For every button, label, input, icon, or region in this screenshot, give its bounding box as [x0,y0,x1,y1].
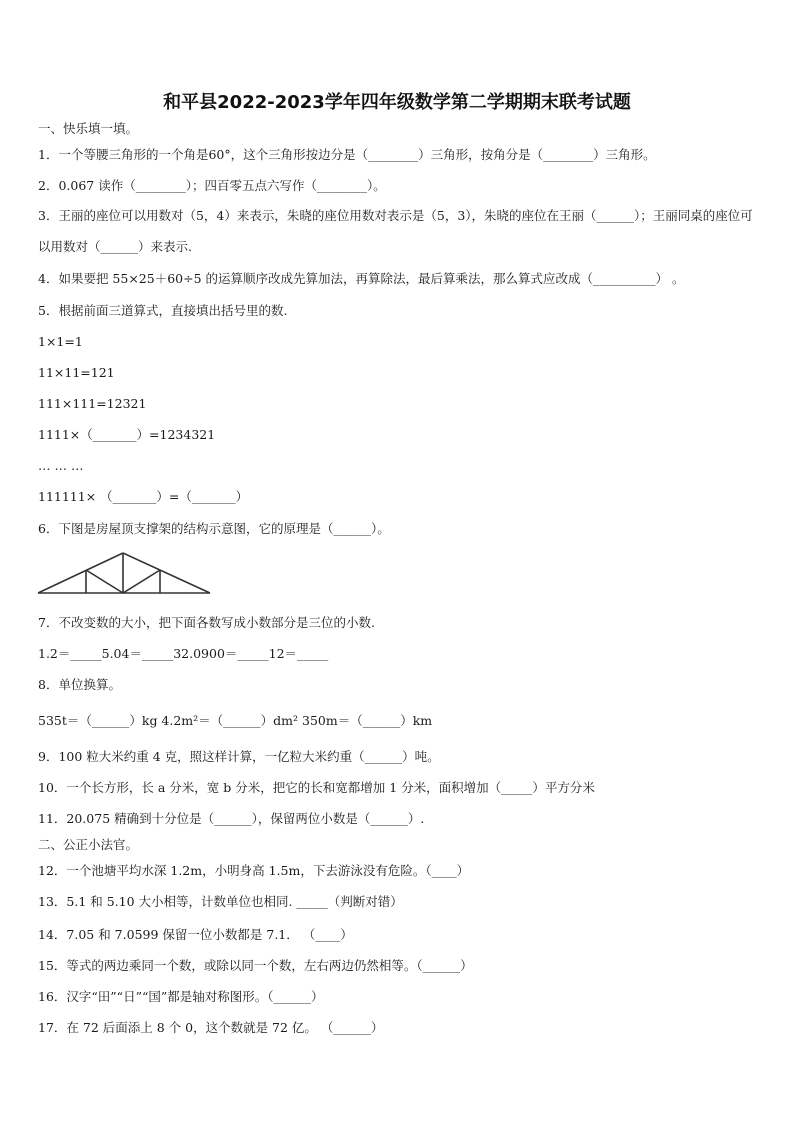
equation-line: 111111× （_______）=（_______） [38,489,249,504]
question-7: 7．不改变数的大小，把下面各数写成小数部分是三位的小数. [38,615,375,630]
equation-line: 1111×（_______）=1234321 [38,427,216,442]
question-4: 4．如果要把 55×25＋60÷5 的运算顺序改成先算加法，再算除法，最后算乘法，那么算式应改成（__________） 。 [38,271,685,286]
question-12: 12．一个池塘平均水深 1.2m，小明身高 1.5m，下去游泳没有危险。（____） [38,863,470,878]
question-15: 15．等式的两边乘同一个数，或除以同一个数，左右两边仍然相等。（______） [38,958,473,973]
ellipsis-line: … … … [38,458,84,473]
question-7-items: 1.2＝_____5.04＝_____32.0900＝_____12＝_____ [38,646,329,661]
question-10: 10．一个长方形，长 a 分米，宽 b 分米，把它的长和宽都增加 1 分米，面积增加（_____）平方分米 [38,780,595,795]
question-14: 14．7.05 和 7.0599 保留一位小数都是 7.1． （____） [38,927,353,942]
section-2-heading: 二、公正小法官。 [38,837,139,852]
question-1: 1．一个等腰三角形的一个角是60°，这个三角形按边分是（________）三角形，按角分是（________）三角形。 [38,147,656,162]
equation-line: 11×11=121 [38,365,115,380]
question-17: 17．在 72 后面添上 8 个 0，这个数就是 72 亿。 （______） [38,1020,384,1035]
section-1-heading: 一、快乐填一填。 [38,121,139,136]
question-5: 5．根据前面三道算式，直接填出括号里的数. [38,303,288,318]
equation-line: 1×1=1 [38,334,83,349]
question-2: 2．0.067 读作（________）；四百零五点六写作（________）。 [38,178,386,193]
question-9: 9．100 粒大米约重 4 克，照这样计算，一亿粒大米约重（______）吨。 [38,749,440,764]
question-13: 13．5.1 和 5.10 大小相等，计数单位也相同. _____（判断对错） [38,894,403,909]
question-16: 16．汉字“田”“日”“国”都是轴对称图形。（______） [38,989,324,1004]
question-8: 8．单位换算。 [38,677,121,692]
question-8-items: 535t＝（______）kg 4.2m²＝（______）dm² 350m＝（______）km [38,713,433,728]
question-6: 6．下图是房屋顶支撑架的结构示意图，它的原理是（______）。 [38,521,390,536]
question-11: 11．20.075 精确到十分位是（______），保留两位小数是（______）. [38,811,425,826]
page-title: 和平县2022-2023学年四年级数学第二学期期末联考试题 [163,92,631,113]
equation-line: 111×111=12321 [38,396,147,411]
question-3: 3．王丽的座位可以用数对（5，4）来表示，朱晓的座位用数对表示是（5，3），朱晓的座位在王丽（______）；王丽同桌的座位可以用数对（______）来表示. [38,208,753,254]
roof-truss-diagram [36,550,212,596]
